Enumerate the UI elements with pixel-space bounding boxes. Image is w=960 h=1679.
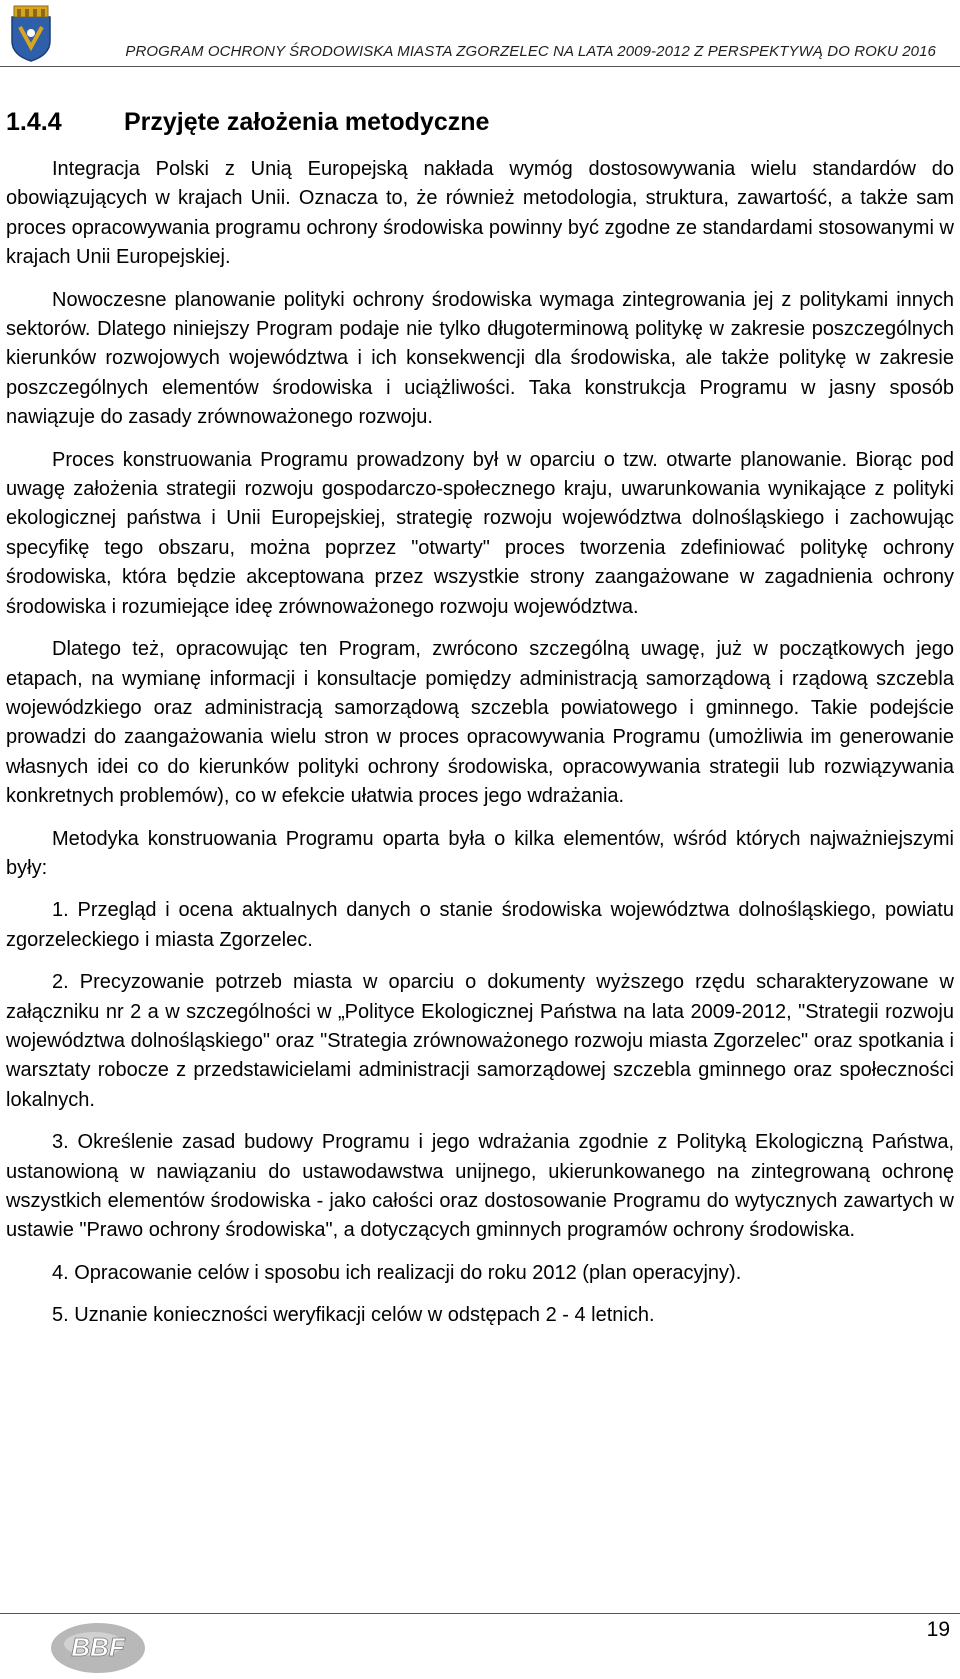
section-title: Przyjęte założenia metodyczne [124, 108, 490, 136]
paragraph: Proces konstruowania Programu prowadzony był w oparciu o tzw. otwarte planowanie. Biorąc pod uwagę założenia strategii rozwoju gospodarczo-społecznego kraju, uwarunkowania wynikające z polityki ekologicznej państwa i Unii Europejskiej, strategię rozwoju województwa dolnośląskiego i zachowując specyfikę tego obszaru, można poprzez "otwarty" proces tworzenia zdefiniować politykę ochrony środowiska, która będzie akceptowana przez wszystkie strony zaangażowane w zagadnienia ochrony środowiska i rozumiejące ideę zrównoważonego rozwoju województwa. [6, 448, 954, 618]
page-number: 19 [926, 1618, 950, 1641]
footer-divider [0, 1613, 960, 1614]
list-item: 2. Precyzowanie potrzeb miasta w oparciu o dokumenty wyższego rzędu scharakteryzowane w załączniku nr 2 a w szczególności w „Polityce Ekologicznej Państwa na lata 2009-2012, "Strategii rozwoju województwa dolnośląskiego" oraz "Strategia zrównoważonego rozwoju miasta Zgorzelec" oraz spotkania i warsztaty robocze z przedstawicielami administracji samorządowej szczebla gminnego oraz społeczności lokalnych. [6, 971, 954, 1111]
header-divider [0, 66, 960, 67]
page-header [0, 0, 960, 68]
document-title: PROGRAM OCHRONY ŚRODOWISKA MIASTA ZGORZELEC NA LATA 2009-2012 Z PERSPEKTYWĄ DO ROKU 2016 [125, 43, 936, 60]
city-crest-icon [6, 3, 56, 63]
list-item: 5. Uznanie konieczności weryfikacji celów w odstępach 2 - 4 letnich. [52, 1304, 655, 1327]
paragraph: Metodyka konstruowania Programu oparta była o kilka elementów, wśród których najważniejszymi były: [6, 827, 954, 879]
list-item: 4. Opracowanie celów i sposobu ich realizacji do roku 2012 (plan operacyjny). [52, 1261, 742, 1284]
logo-text: BBF [71, 1632, 125, 1662]
body-text [6, 155, 954, 1344]
paragraph: Dlatego też, opracowując ten Program, zwrócono szczególną uwagę, już w początkowych jego etapach, na wymianę informacji i konsultacje pomiędzy administracją samorządową i rządową szczebla wojewódzkiego oraz administracją samorządową szczebla powiatowego i gminnego. Takie podejście prowadzi do zaangażowania wielu stron w proces opracowywania Programu (umożliwia im generowanie własnych idei co do kierunków polityki ochrony środowiska, opracowywania strategii lub rozwiązywania konkretnych problemów), co w efekcie ułatwia proces jego wdrażania. [6, 638, 954, 808]
paragraph: Integracja Polski z Unią Europejską nakłada wymóg dostosowywania wielu standardów do obowiązujących w krajach Unii. Oznacza to, że również metodologia, struktura, zawartość, a także sam proces opracowywania programu ochrony środowiska powinny być zgodne ze standardami stosowanymi w krajach Unii Europejskiej. [6, 158, 954, 269]
list-item: 1. Przegląd i ocena aktualnych danych o stanie środowiska województwa dolnośląskiego, powiatu zgorzeleckiego i miasta Zgorzelec. [6, 899, 954, 951]
section-number: 1.4.4 [6, 108, 62, 136]
section-heading [6, 108, 489, 137]
paragraph: Nowoczesne planowanie polityki ochrony środowiska wymaga zintegrowania jej z politykami innych sektorów. Dlatego niniejszy Program podaje nie tylko długoterminową politykę w zakresie poszczególnych kierunków rozwojowych województwa i ich konsekwencji dla środowiska, ale także politykę w zakresie poszczególnych elementów środowiska i uciążliwości. Taka konstrukcja Programu w jasny sposób nawiązuje do zasady zrównoważonego rozwoju. [6, 288, 954, 429]
bbf-logo-icon [48, 1620, 148, 1676]
list-item: 3. Określenie zasad budowy Programu i jego wdrażania zgodnie z Polityką Ekologiczną Państwa, ustanowioną w nawiązaniu do ustawodawstwa unijnego, ukierunkowanego na zintegrowaną ochronę wszystkich elementów środowiska - jako całości oraz dostosowanie Programu do wytycznych zawartych w ustawie "Prawo ochrony środowiska", a dotyczących gminnych programów ochrony środowiska. [6, 1131, 954, 1242]
